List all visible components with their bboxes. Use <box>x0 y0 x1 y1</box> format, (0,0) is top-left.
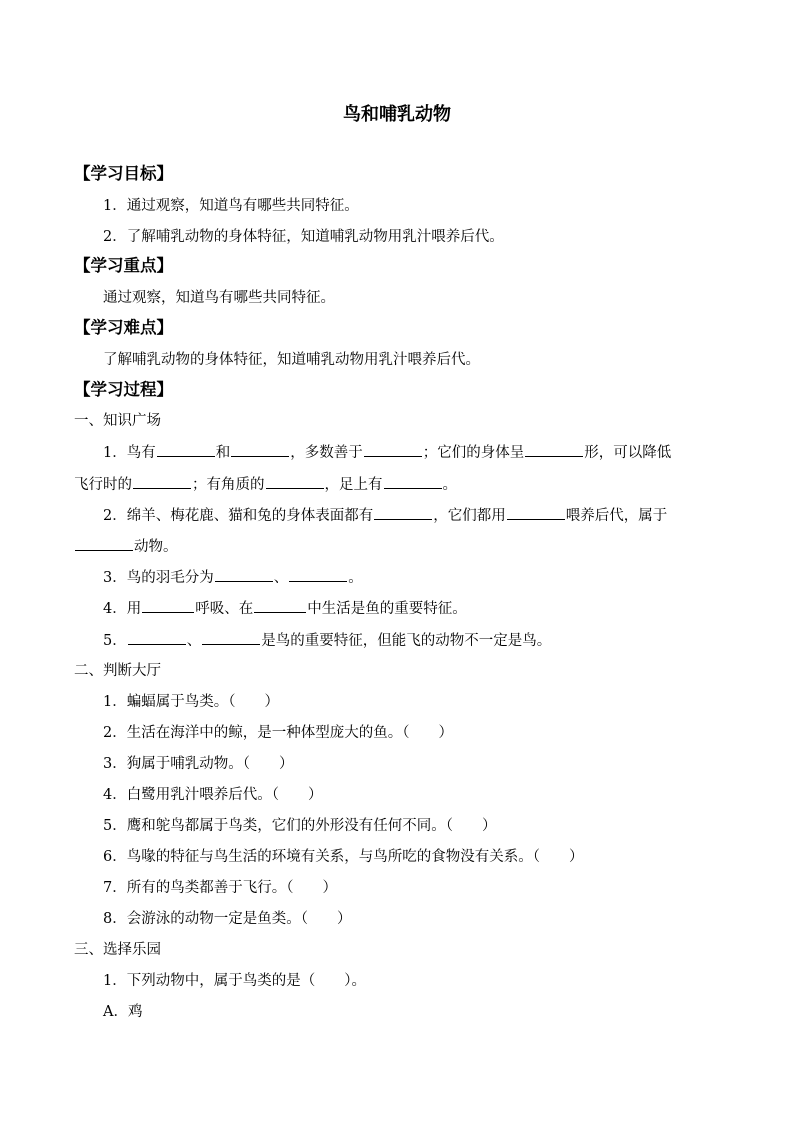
process-heading: 【学习过程】 <box>74 380 173 399</box>
judgement-item: 7．所有的鸟类都善于飞行。（ ） <box>103 880 337 896</box>
judgement-item: 8．会游泳的动物一定是鱼类。（ ） <box>103 911 352 927</box>
answer-blank[interactable] <box>133 474 191 489</box>
fill-question-2: 2．绵羊、梅花鹿、猫和兔的身体表面都有 ，它们都用 喂养后代，属于 <box>103 505 667 526</box>
objectives-heading: 【学习目标】 <box>74 164 173 183</box>
section-choice-title: 三、选择乐园 <box>74 942 161 958</box>
fill-question-1-cont: 飞行时的 ；有角质的 ，足上有 。 <box>74 474 457 495</box>
choice-question-1: 1．下列动物中，属于鸟类的是（ ）。 <box>103 973 366 989</box>
page-title: 鸟和哺乳动物 <box>343 104 451 125</box>
choice-option-a: A．鸡 <box>103 1004 143 1020</box>
judgement-item: 5．鹰和鸵鸟都属于鸟类，它们的外形没有任何不同。（ ） <box>103 818 497 834</box>
key-points-heading: 【学习重点】 <box>74 256 173 275</box>
judgement-item: 3．狗属于哺乳动物。（ ） <box>103 756 294 772</box>
answer-blank[interactable] <box>142 598 194 613</box>
fill-question-2-cont: 动物。 <box>74 536 178 557</box>
judgement-item: 6．鸟喙的特征与鸟生活的环境有关系，与鸟所吃的食物没有关系。（ ） <box>103 849 584 865</box>
judgement-item: 4．白鹭用乳汁喂养后代。（ ） <box>103 787 323 803</box>
key-points-text: 通过观察，知道鸟有哪些共同特征。 <box>103 290 335 306</box>
fill-question-1: 1．鸟有 和 ，多数善于 ；它们的身体呈 形，可以降低 <box>103 442 671 463</box>
fill-question-4: 4．用 呼吸、在 中生活是鱼的重要特征。 <box>103 598 467 619</box>
judgement-item: 2．生活在海洋中的鲸，是一种体型庞大的鱼。（ ） <box>103 725 453 741</box>
difficulties-heading: 【学习难点】 <box>74 318 173 337</box>
difficulties-text: 了解哺乳动物的身体特征，知道哺乳动物用乳汁喂养后代。 <box>103 352 480 368</box>
section-judgement-title: 二、判断大厅 <box>74 663 161 679</box>
answer-blank[interactable] <box>374 505 432 520</box>
answer-blank[interactable] <box>157 442 215 457</box>
section-knowledge-title: 一、知识广场 <box>74 413 161 429</box>
answer-blank[interactable] <box>289 567 347 582</box>
fill-question-5: 5． 、 是鸟的重要特征，但能飞的动物不一定是鸟。 <box>103 630 551 651</box>
answer-blank[interactable] <box>215 567 273 582</box>
answer-blank[interactable] <box>254 598 306 613</box>
answer-blank[interactable] <box>525 442 583 457</box>
objective-item: 1．通过观察，知道鸟有哪些共同特征。 <box>103 198 359 214</box>
answer-blank[interactable] <box>384 474 442 489</box>
objective-item: 2．了解哺乳动物的身体特征，知道哺乳动物用乳汁喂养后代。 <box>103 229 504 245</box>
answer-blank[interactable] <box>202 630 260 645</box>
judgement-item: 1．蝙蝠属于鸟类。（ ） <box>103 694 279 710</box>
answer-blank[interactable] <box>364 442 422 457</box>
answer-blank[interactable] <box>128 630 186 645</box>
answer-blank[interactable] <box>75 536 133 551</box>
answer-blank[interactable] <box>266 474 324 489</box>
answer-blank[interactable] <box>231 442 289 457</box>
fill-question-3: 3．鸟的羽毛分为 、 。 <box>103 567 363 588</box>
answer-blank[interactable] <box>507 505 565 520</box>
